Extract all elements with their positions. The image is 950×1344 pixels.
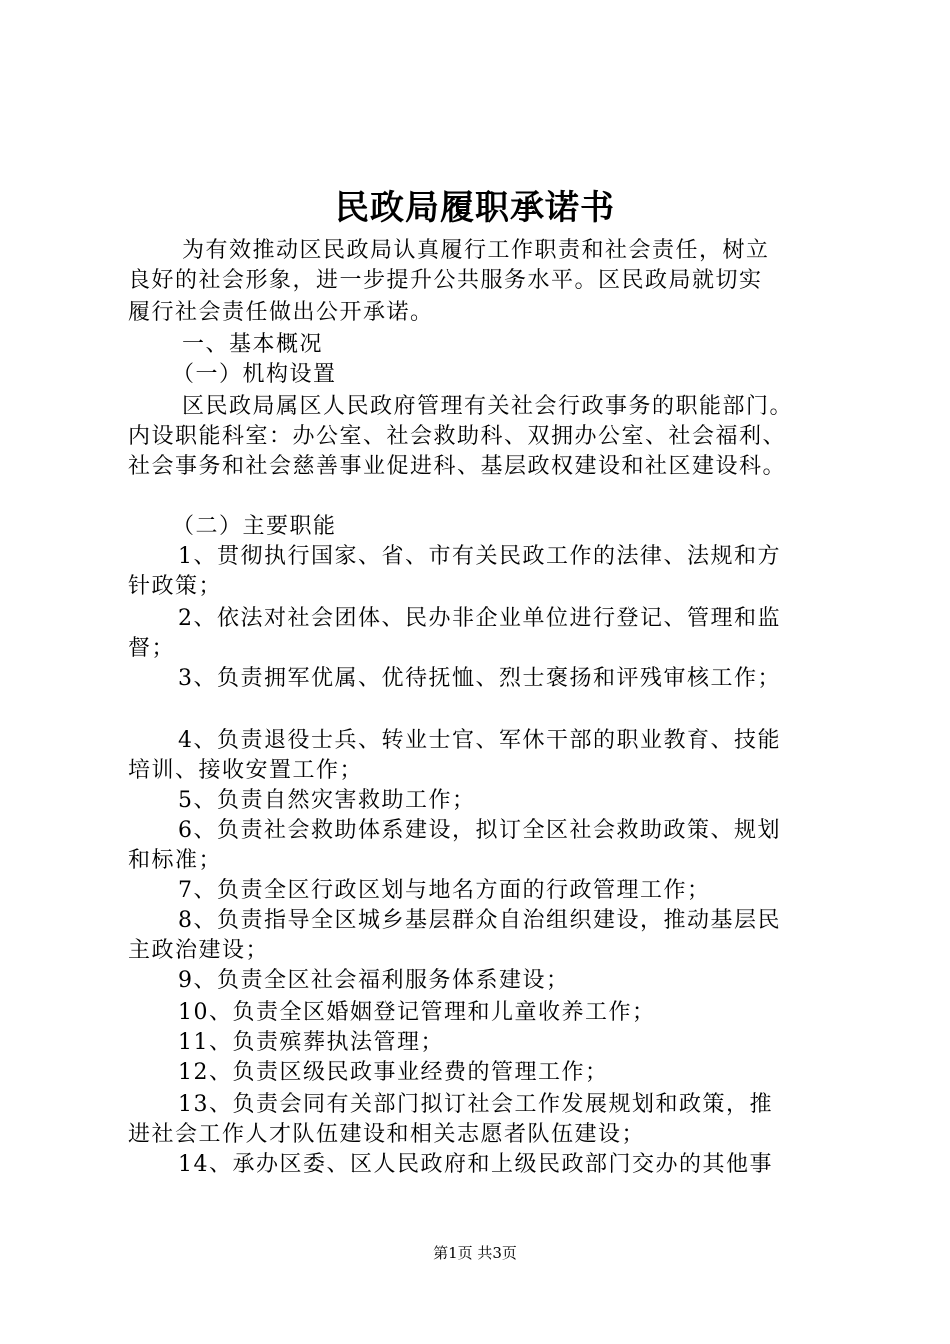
list-item-continuation: 培训、接收安置工作； xyxy=(128,758,364,783)
body-line: 社会事务和社会慈善事业促进科、基层政权建设和社区建设科。 xyxy=(128,454,787,479)
body-line: 良好的社会形象，进一步提升公共服务水平。区民政局就切实 xyxy=(128,268,763,293)
list-item: 9、负责全区社会福利服务体系建设； xyxy=(178,968,570,993)
body-line: 内设职能科室：办公室、社会救助科、双拥办公室、社会福利、 xyxy=(128,424,787,449)
list-item: 1、贯彻执行国家、省、市有关民政工作的法律、法规和方 xyxy=(178,544,781,569)
list-item-continuation: 进社会工作人才队伍建设和相关志愿者队伍建设； xyxy=(128,1122,646,1147)
document-title: 民政局履职承诺书 xyxy=(335,188,615,228)
list-item: 4、负责退役士兵、转业士官、军休干部的职业教育、技能 xyxy=(178,728,781,753)
subsection-heading: （二）主要职能 xyxy=(172,514,337,539)
list-item: 5、负责自然灾害救助工作； xyxy=(178,788,476,813)
list-item: 2、依法对社会团体、民办非企业单位进行登记、管理和监 xyxy=(178,606,781,631)
body-line: 履行社会责任做出公开承诺。 xyxy=(128,300,434,325)
list-item: 12、负责区级民政事业经费的管理工作； xyxy=(178,1060,609,1085)
list-item: 13、负责会同有关部门拟订社会工作发展规划和政策，推 xyxy=(178,1092,773,1117)
subsection-heading: （一）机构设置 xyxy=(172,362,337,387)
list-item-continuation: 和标准； xyxy=(128,848,223,873)
list-item: 10、负责全区婚姻登记管理和儿童收养工作； xyxy=(178,1000,656,1025)
body-line: 区民政局属区人民政府管理有关社会行政事务的职能部门。 xyxy=(182,394,794,419)
body-line: 为有效推动区民政局认真履行工作职责和社会责任，树立 xyxy=(182,238,770,263)
list-item: 6、负责社会救助体系建设，拟订全区社会救助政策、规划 xyxy=(178,818,781,843)
list-item: 8、负责指导全区城乡基层群众自治组织建设，推动基层民 xyxy=(178,908,781,933)
list-item-continuation: 针政策； xyxy=(128,574,223,599)
page-number-footer: 第1页 共3页 xyxy=(433,1244,517,1262)
list-item-continuation: 主政治建设； xyxy=(128,938,270,963)
list-item-continuation: 督； xyxy=(128,636,176,661)
section-heading: 一、基本概况 xyxy=(182,332,324,357)
list-item: 11、负责殡葬执法管理； xyxy=(178,1030,444,1055)
list-item: 7、负责全区行政区划与地名方面的行政管理工作； xyxy=(178,878,711,903)
list-item: 3、负责拥军优属、优待抚恤、烈士褒扬和评残审核工作； xyxy=(178,666,781,691)
list-item: 14、承办区委、区人民政府和上级民政部门交办的其他事 xyxy=(178,1152,773,1177)
